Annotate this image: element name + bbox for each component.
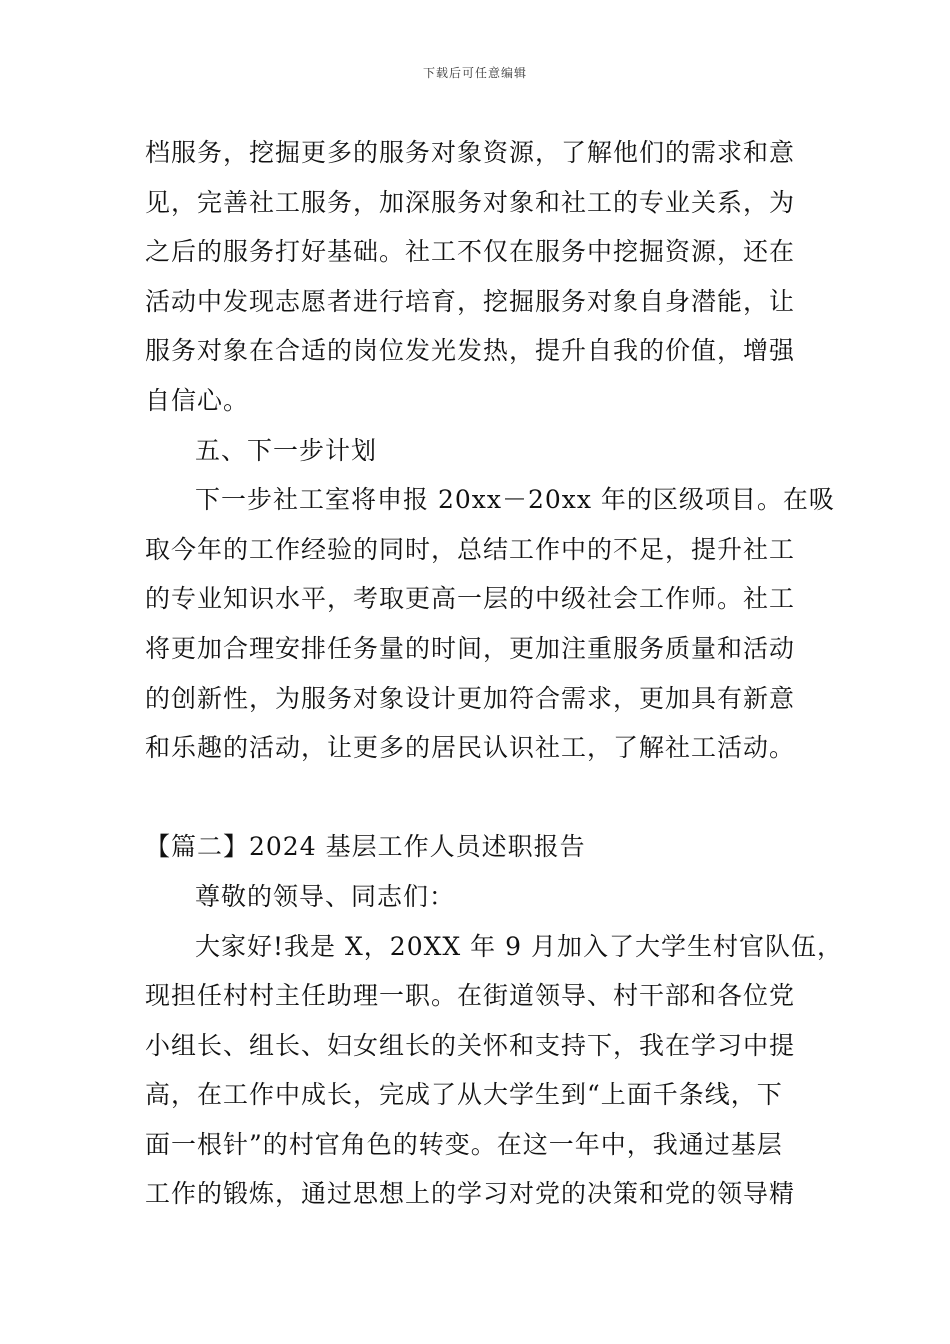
paragraph-start: 下一步社工室将申报 20xx－20xx 年的区级项目。在吸 (195, 485, 835, 515)
text-line: 和乐趣的活动，让更多的居民认识社工，了解社工活动。 (145, 733, 796, 763)
text-line: 高，在工作中成长，完成了从大学生到“上面千条线，下 (145, 1080, 783, 1110)
text-line: 的专业知识水平，考取更高一层的中级社会工作师。社工 (145, 584, 796, 614)
text-line: 自信心。 (145, 385, 250, 415)
text-line: 服务对象在合适的岗位发光发热，提升自我的价值，增强 (145, 336, 796, 366)
document-body (145, 128, 843, 1219)
text-line: 的创新性，为服务对象设计更加符合需求，更加具有新意 (145, 683, 796, 713)
text-line: 工作的锻炼，通过思想上的学习对党的决策和党的领导精 (145, 1179, 796, 1209)
text-line: 取今年的工作经验的同时，总结工作中的不足，提升社工 (145, 534, 796, 564)
salutation: 尊敬的领导、同志们： (195, 881, 456, 911)
document-title: 【篇二】2024 基层工作人员述职报告 (145, 832, 586, 862)
text-line: 见，完善社工服务，加深服务对象和社工的专业关系，为 (145, 187, 796, 217)
paragraph-start: 大家好!我是 X，20XX 年 9 月加入了大学生村官队伍， (195, 931, 843, 961)
page-header: 下载后可任意编辑 (422, 66, 527, 80)
text-line: 面一根针”的村官角色的转变。在这一年中，我通过基层 (145, 1129, 783, 1159)
text-line: 将更加合理安排任务量的时间，更加注重服务质量和活动 (145, 633, 796, 663)
section-heading: 五、下一步计划 (195, 435, 378, 465)
text-line: 现担任村村主任助理一职。在街道领导、村干部和各位党 (145, 981, 796, 1011)
text-line: 档服务，挖掘更多的服务对象资源，了解他们的需求和意 (145, 138, 796, 167)
text-line: 活动中发现志愿者进行培育，挖掘服务对象自身潜能，让 (145, 286, 796, 316)
blank-line (145, 773, 810, 823)
text-line: 之后的服务打好基础。社工不仅在服务中挖掘资源，还在 (145, 237, 796, 267)
text-line: 小组长、组长、妇女组长的关怀和支持下，我在学习中提 (145, 1030, 796, 1060)
